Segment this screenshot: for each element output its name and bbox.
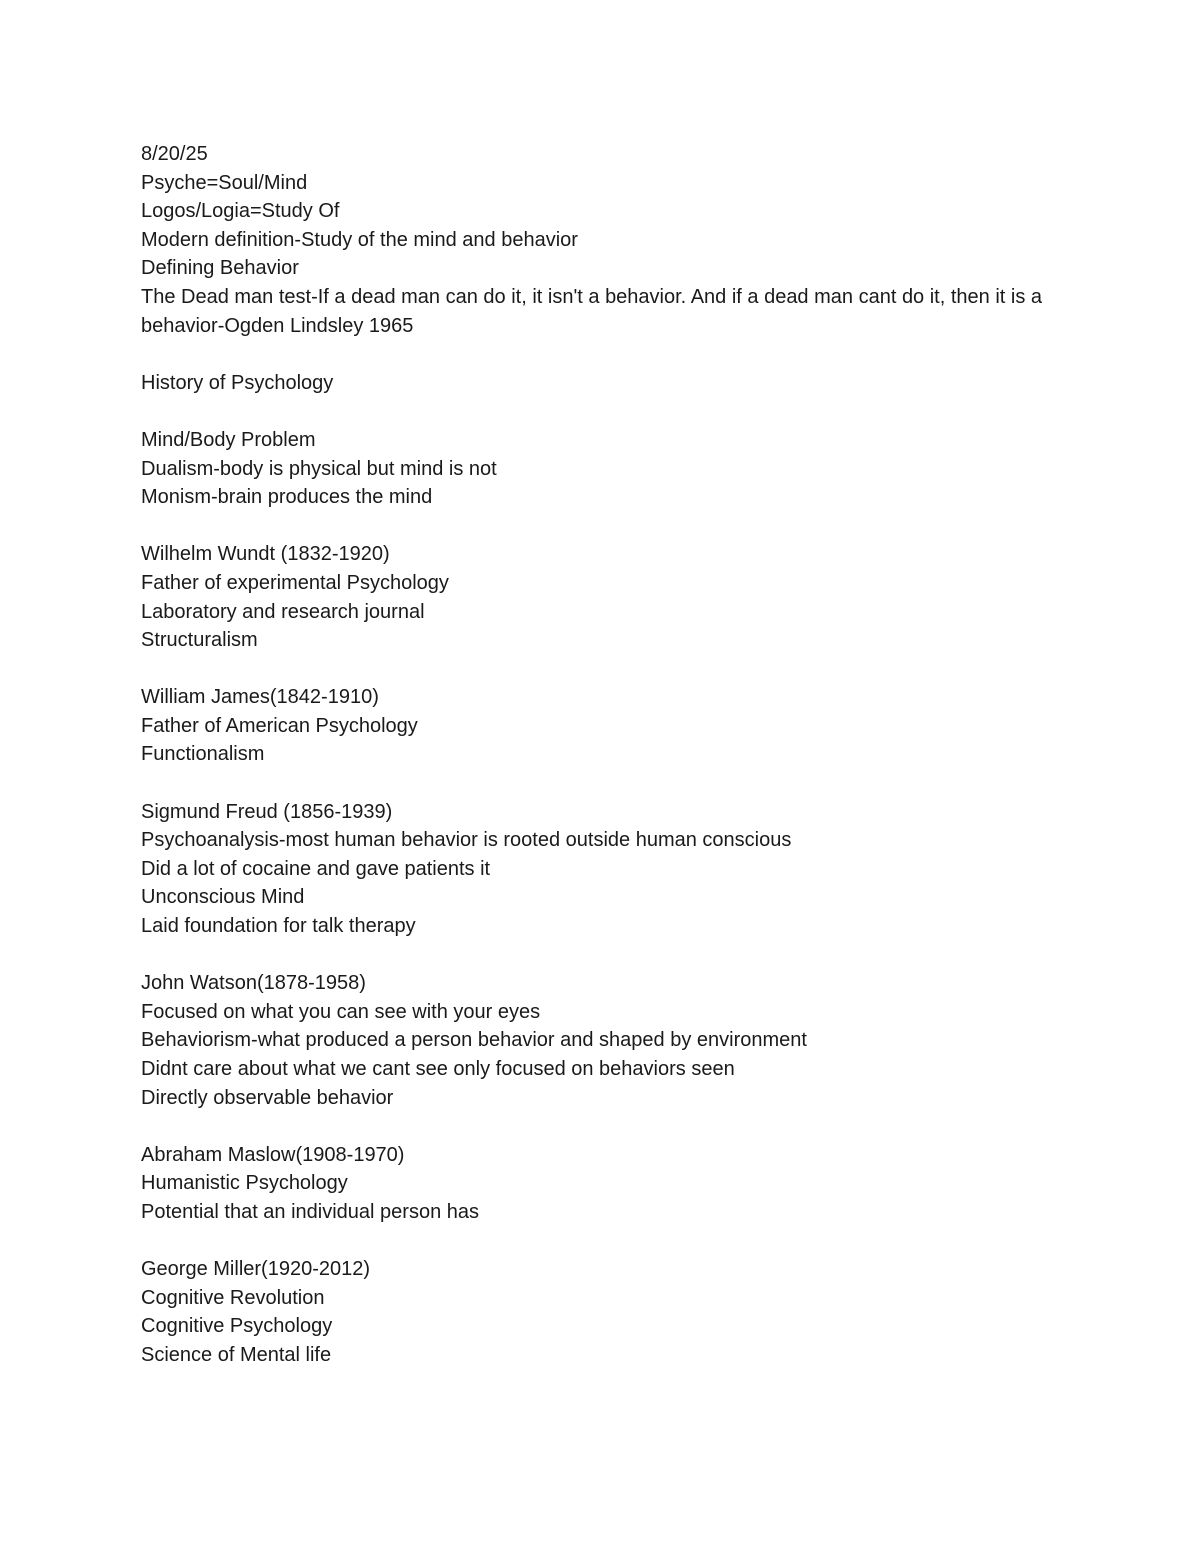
topic-title: Mind/Body Problem bbox=[141, 428, 316, 451]
note-line: Directly observable behavior bbox=[141, 1086, 394, 1109]
note-line: Dualism-body is physical but mind is not bbox=[141, 457, 497, 480]
note-date: 8/20/25 bbox=[141, 143, 208, 165]
note-line: Unconscious Mind bbox=[141, 886, 305, 909]
blank-line bbox=[141, 512, 1071, 541]
note-line: Potential that an individual person has bbox=[141, 1200, 480, 1223]
note-line: Father of experimental Psychology bbox=[141, 571, 449, 594]
topic-title: George Miller(1920-2012) bbox=[141, 1258, 371, 1281]
blank-line bbox=[141, 941, 1071, 970]
note-line: Laboratory and research journal bbox=[141, 600, 425, 623]
note-line: Humanistic Psychology bbox=[141, 1172, 348, 1195]
blank-line bbox=[141, 340, 1071, 369]
note-line: Did a lot of cocaine and gave patients it bbox=[141, 857, 491, 880]
blank-line bbox=[141, 397, 1071, 426]
note-line: Structuralism bbox=[141, 629, 258, 652]
note-line: Science of Mental life bbox=[141, 1343, 332, 1366]
topic-title: John Watson(1878-1958) bbox=[141, 972, 366, 995]
document-body bbox=[141, 140, 1071, 1370]
blank-line bbox=[141, 1112, 1071, 1141]
note-line: Cognitive Psychology bbox=[141, 1315, 333, 1338]
note-line: Psyche=Soul/Mind bbox=[141, 171, 308, 194]
note-line: Laid foundation for talk therapy bbox=[141, 915, 416, 938]
note-line: Monism-brain produces the mind bbox=[141, 486, 433, 509]
note-line: Functionalism bbox=[141, 743, 265, 766]
note-line: Behaviorism-what produced a person behavior and shaped by environment bbox=[141, 1029, 807, 1052]
note-line: Father of American Psychology bbox=[141, 714, 418, 737]
note-line: The Dead man test-If a dead man can do it, it isn't a behavior. And if a dead man cant do it, then it is a behavior-Ogden Lindsley 1965 bbox=[141, 285, 1043, 337]
note-line: Defining Behavior bbox=[141, 257, 299, 280]
blank-line bbox=[141, 769, 1071, 798]
blank-line bbox=[141, 1227, 1071, 1256]
topic-title: Sigmund Freud (1856-1939) bbox=[141, 800, 393, 823]
topic-title: William James(1842-1910) bbox=[141, 686, 379, 709]
topic-title: Wilhelm Wundt (1832-1920) bbox=[141, 543, 390, 566]
section-heading: History of Psychology bbox=[141, 371, 334, 394]
note-line: Focused on what you can see with your eyes bbox=[141, 1000, 541, 1023]
note-line: Logos/Logia=Study Of bbox=[141, 200, 340, 223]
note-line: Psychoanalysis-most human behavior is rooted outside human conscious bbox=[141, 829, 792, 852]
note-line: Modern definition-Study of the mind and behavior bbox=[141, 228, 578, 251]
note-line: Cognitive Revolution bbox=[141, 1286, 325, 1309]
blank-line bbox=[141, 655, 1071, 684]
note-line: Didnt care about what we cant see only focused on behaviors seen bbox=[141, 1058, 735, 1080]
topic-title: Abraham Maslow(1908-1970) bbox=[141, 1143, 405, 1166]
